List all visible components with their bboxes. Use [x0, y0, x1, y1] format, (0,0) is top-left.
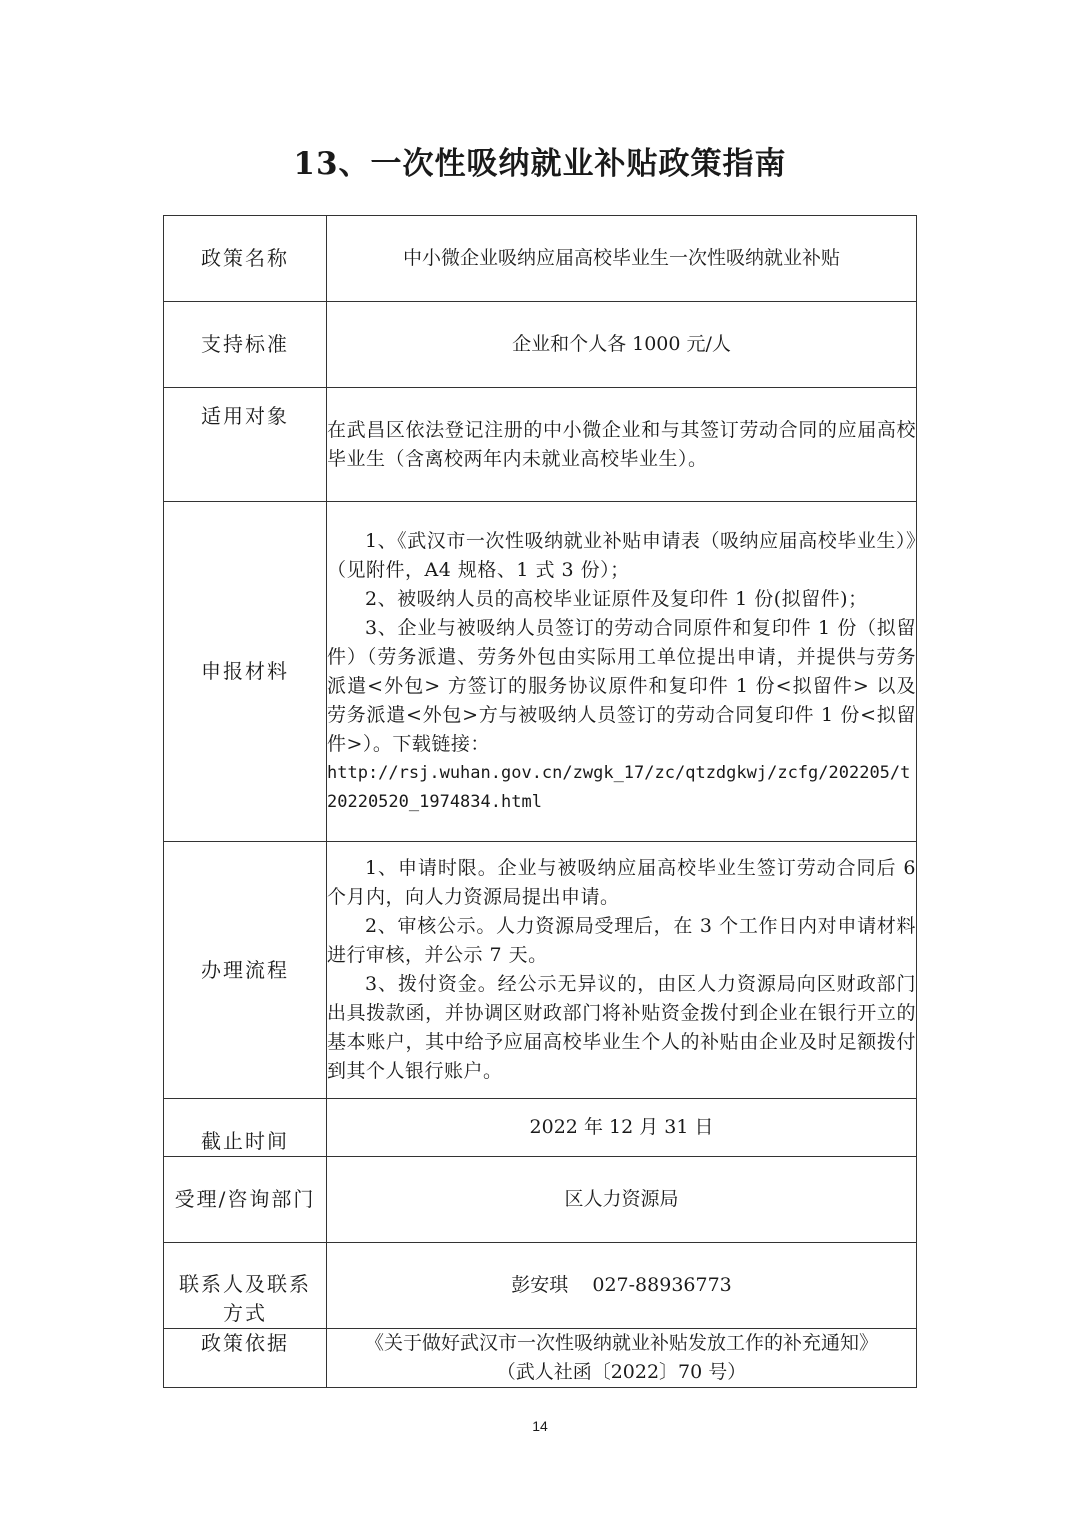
table-row-target — [164, 388, 917, 502]
label-basis: 政策依据 — [164, 1329, 327, 1388]
materials-item-2: 2、被吸纳人员的高校毕业证原件及复印件 1 份(拟留件)； — [365, 587, 868, 610]
label-target: 适用对象 — [164, 388, 327, 502]
label-policy-name: 政策名称 — [164, 216, 327, 302]
process-item-3: 3、拨付资金。经公示无异议的，由区人力资源局向区财政部门出具拨款函，并协调区财政部门将补贴资金拨付到企业在银行开立的基本账户，其中给予应届高校毕业生个人的补贴由企业及时足额拨付到其个人银行账户。 — [327, 973, 916, 1082]
value-process — [327, 842, 917, 1099]
label-support-standard: 支持标准 — [164, 302, 327, 388]
label-contact: 联系人及联系方式 — [164, 1243, 327, 1329]
materials-item-1: 1、《武汉市一次性吸纳就业补贴申请表（吸纳应届高校毕业生）》（见附件，A4 规格、1 式 3 份）； — [327, 529, 916, 581]
value-deadline: 2022 年 12 月 31 日 — [327, 1099, 917, 1157]
value-department: 区人力资源局 — [327, 1157, 917, 1243]
process-item-2: 2、审核公示。人力资源局受理后，在 3 个工作日内对申请材料进行审核，并公示 7 天。 — [327, 915, 916, 966]
table-row-deadline — [164, 1099, 917, 1157]
page-number: 14 — [532, 1418, 548, 1434]
table-row-materials — [164, 502, 917, 842]
process-item-1: 1、申请时限。企业与被吸纳应届高校毕业生签订劳动合同后 6 个月内，向人力资源局提出申请。 — [327, 857, 916, 908]
table-row-contact — [164, 1243, 917, 1329]
value-contact: 彭安琪 027-88936773 — [327, 1243, 917, 1329]
value-materials — [327, 502, 917, 842]
label-department: 受理/咨询部门 — [164, 1157, 327, 1243]
value-policy-name: 中小微企业吸纳应届高校毕业生一次性吸纳就业补贴 — [327, 216, 917, 302]
label-materials: 申报材料 — [164, 502, 327, 842]
table-row-basis — [164, 1329, 917, 1388]
table-row-policy-name — [164, 216, 917, 302]
value-basis: 《关于做好武汉市一次性吸纳就业补贴发放工作的补充通知》（武人社函〔2022〕70 号） — [327, 1329, 917, 1388]
value-target — [327, 388, 917, 502]
policy-table — [163, 215, 917, 1388]
page-title: 13、一次性吸纳就业补贴政策指南 — [293, 146, 787, 182]
value-support-standard: 企业和个人各 1000 元/人 — [327, 302, 917, 388]
label-deadline: 截止时间 — [164, 1099, 327, 1157]
table-row-support-standard — [164, 302, 917, 388]
table-row-process — [164, 842, 917, 1099]
label-process: 办理流程 — [164, 842, 327, 1099]
materials-item-3: 3、企业与被吸纳人员签订的劳动合同原件和复印件 1 份（拟留件）（劳务派遣、劳务外包由实际用工单位提出申请，并提供与劳务派遣<外包> 方签订的服务协议原件和复印件 1 份<拟留件> 以及劳务派遣<外包>方与被吸纳人员签订的劳动合同复印件 1 份<拟留件>）。下载链接： — [327, 616, 916, 755]
target-text: 在武昌区依法登记注册的中小微企业和与其签订劳动合同的应届高校毕业生（含离校两年内未就业高校毕业生）。 — [327, 418, 916, 470]
download-link[interactable]: http://rsj.wuhan.gov.cn/zwgk_17/zc/qtzdgkwj/zcfg/202205/t20220520_1974834.html — [327, 762, 911, 812]
table-row-department — [164, 1157, 917, 1243]
